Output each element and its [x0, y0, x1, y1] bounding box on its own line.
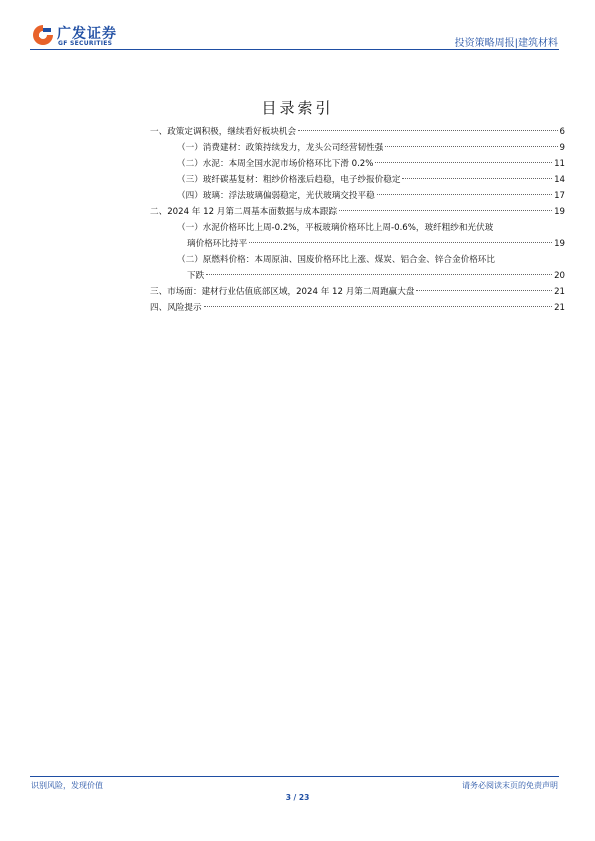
toc-title: 目录索引 — [261, 99, 334, 117]
toc-leader-dots — [402, 178, 552, 179]
toc-entry-text-line2: 下跌 — [187, 271, 205, 281]
toc-page-number: 17 — [554, 191, 565, 201]
toc-entry-text: （一）消费建材：政策持续发力，龙头公司经营韧性强 — [177, 143, 384, 153]
toc-leader-dots — [377, 194, 552, 195]
footer-disclaimer-note: 请务必阅读末页的免责声明 — [462, 781, 558, 790]
toc-entry-section-1-2[interactable] — [150, 156, 565, 172]
logo-english-name: GF SECURITIES — [58, 40, 113, 47]
toc-entry-section-2[interactable] — [150, 204, 565, 220]
logo-chinese-name: 广发证券 — [57, 26, 117, 42]
toc-entry-text: （四）玻璃：浮法玻璃偏弱稳定，光伏玻璃交投平稳 — [177, 191, 375, 201]
toc-page-number: 9 — [559, 143, 565, 153]
toc-entry-text: 二、2024 年 12 月第二周基本面数据与成本跟踪 — [150, 207, 338, 217]
toc-entry-section-1-1[interactable] — [150, 140, 565, 156]
toc-entry-section-2-2[interactable] — [150, 252, 565, 284]
toc-entry-text: 一、政策定调积极，继续看好板块机会 — [150, 127, 297, 137]
footer-divider — [30, 776, 559, 777]
toc-page-number: 19 — [554, 207, 565, 217]
toc-leader-dots — [206, 274, 552, 275]
toc-entry-text-line2: 璃价格环比持平 — [187, 239, 248, 249]
toc-page-number: 6 — [559, 127, 565, 137]
toc-entry-text: 四、风险提示 — [150, 303, 202, 313]
toc-leader-dots — [249, 242, 552, 243]
toc-entry-section-1-4[interactable] — [150, 188, 565, 204]
toc-leader-dots — [339, 210, 552, 211]
toc-leader-dots — [385, 146, 557, 147]
toc-entry-text-line1: （二）原燃料价格：本周原油、国废价格环比上涨、煤炭、铝合金、锌合金价格环比 — [177, 255, 495, 265]
toc-entry-section-1[interactable] — [150, 124, 565, 140]
toc-leader-dots — [298, 130, 557, 131]
toc-leader-dots — [204, 306, 552, 307]
toc-entry-text: 三、市场面：建材行业估值底部区域，2024 年 12 月第二周跑赢大盘 — [150, 287, 415, 297]
toc-entry-text: （二）水泥：本周全国水泥市场价格环比下滑 0.2% — [177, 159, 374, 169]
toc-entry-text: （三）玻纤碳基复材：粗纱价格涨后趋稳，电子纱报价稳定 — [177, 175, 401, 185]
toc-page-number: 11 — [554, 159, 565, 169]
toc-page-number: 19 — [554, 239, 565, 249]
toc-page-number: 21 — [554, 303, 565, 313]
toc-page-number: 20 — [554, 271, 565, 281]
gf-logo-icon — [31, 23, 55, 47]
report-type-label: 投资策略周报|建筑材料 — [454, 38, 558, 49]
page-number: 3 / 23 — [285, 793, 310, 802]
toc-page-number: 21 — [554, 287, 565, 297]
footer-slogan: 识别风险，发现价值 — [31, 781, 103, 790]
toc-leader-dots — [375, 162, 552, 163]
toc-entry-section-3[interactable] — [150, 284, 565, 300]
toc-entry-text-line1: （一）水泥价格环比上周-0.2%，平板玻璃价格环比上周-0.6%，玻纤粗纱和光伏玻 — [177, 223, 494, 233]
header-divider — [30, 49, 559, 50]
toc-entry-section-1-3[interactable] — [150, 172, 565, 188]
toc-entry-section-4[interactable] — [150, 300, 565, 316]
toc-entry-section-2-1[interactable] — [150, 220, 565, 252]
toc-page-number: 14 — [554, 175, 565, 185]
table-of-contents — [150, 124, 565, 316]
company-logo — [31, 23, 131, 47]
toc-leader-dots — [416, 290, 552, 291]
